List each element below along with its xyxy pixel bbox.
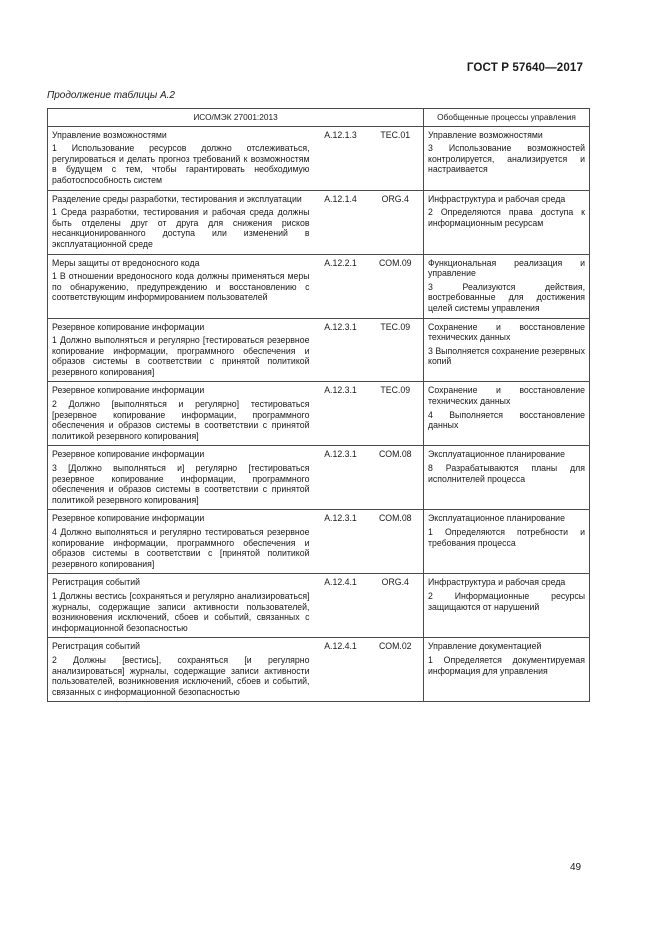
process-text: 3 Выполняется сохранение резервных копий	[428, 345, 586, 367]
requirement-text: 1 Среда разработки, тестирования и рабочая среда должны быть отделены друг от друга для снижения рисков несанкционированного доступа или изменений в эксплуатационной среде	[52, 207, 310, 249]
requirement-cell	[48, 190, 314, 254]
document-code: ГОСТ Р 57640—2017	[466, 61, 583, 74]
process-title: Эксплуатационное планирование	[428, 449, 565, 460]
requirement-text: 1 Использование ресурсов должно отслеживаться, регулироваться и делать прогноз требований к возможностям в будущем с тем, чтобы гарантировать необходимую работоспособность систем	[52, 143, 310, 185]
requirement-cell	[48, 382, 314, 446]
control-reference: A.12.3.1	[314, 446, 368, 510]
table-body	[48, 126, 590, 702]
process-cell	[424, 574, 590, 638]
header-processes: Обобщенные процессы управления	[424, 109, 590, 127]
process-text: 3 Реализуются действия, востребованные для достижения целей системы управления	[428, 281, 586, 313]
process-text: 4 Выполняется восстановление данных	[428, 409, 586, 431]
mapping-table	[47, 108, 590, 702]
process-code: COM.02	[368, 638, 424, 702]
table-row	[48, 574, 590, 638]
process-title: Инфраструктура и рабочая среда	[428, 577, 566, 588]
page-number: 49	[570, 862, 582, 873]
process-code: ORG.4	[368, 574, 424, 638]
requirement-text: 2 Должно [выполняться и регулярно] тестироваться [резервное копирование информации, программного обеспечения и образов системы в соответствии с принятой политикой резервного копирования]	[52, 399, 310, 441]
table-row	[48, 318, 590, 382]
process-code: ORG.4	[368, 190, 424, 254]
process-text: 8 Разрабатываются планы для исполнителей процесса	[428, 463, 586, 484]
requirement-cell	[48, 638, 314, 702]
table-continuation-caption: Продолжение таблицы А.2	[47, 90, 175, 101]
table-row	[48, 510, 590, 574]
process-title: Управление документацией	[428, 641, 542, 652]
requirement-text: 1 Должны вестись [сохраняться и регулярно анализироваться] журналы, содержащие записи активности пользователей, возникновения исключений, сбоев и событий, связанных с информационной безопасностью	[52, 590, 310, 633]
process-title: Сохранение и восстановление технических данных	[428, 321, 586, 343]
control-reference: A.12.1.4	[314, 190, 368, 254]
requirement-title: Резервное копирование информации	[52, 385, 205, 396]
requirement-cell	[48, 574, 314, 638]
process-text: 1 Определяются потребности и требования процесса	[428, 527, 586, 548]
process-title: Функциональная реализация и управление	[428, 257, 586, 279]
table-header-row	[48, 109, 590, 127]
control-reference: A.12.2.1	[314, 254, 368, 318]
table-row	[48, 254, 590, 318]
table-row	[48, 638, 590, 702]
control-reference: A.12.4.1	[314, 638, 368, 702]
process-text: 1 Определяется документируемая информация для управления	[428, 654, 586, 676]
requirement-cell	[48, 254, 314, 318]
control-reference: A.12.3.1	[314, 382, 368, 446]
requirement-title: Резервное копирование информации	[52, 513, 205, 524]
control-reference: A.12.4.1	[314, 574, 368, 638]
requirement-title: Управление возможностями	[52, 129, 167, 140]
process-code: COM.08	[368, 510, 424, 574]
process-cell	[424, 190, 590, 254]
process-title: Инфраструктура и рабочая среда	[428, 193, 566, 204]
process-title: Сохранение и восстановление технических данных	[428, 385, 586, 407]
table-row	[48, 382, 590, 446]
process-code: TEC.01	[368, 126, 424, 190]
process-code: TEC.09	[368, 318, 424, 382]
process-title: Эксплуатационное планирование	[428, 513, 565, 524]
process-cell	[424, 510, 590, 574]
requirement-cell	[48, 510, 314, 574]
process-code: COM.08	[368, 446, 424, 510]
process-code: COM.09	[368, 254, 424, 318]
process-cell	[424, 638, 590, 702]
process-cell	[424, 126, 590, 190]
requirement-text: 1 В отношении вредоносного кода должны применяться меры по обнаружению, предупреждению и восстановлению с соответствующим информированием пользователей	[52, 271, 310, 303]
requirement-text: 3 [Должно выполняться и] регулярно [тестироваться резервное копирование информации, программного обеспечения и образов системы в соответствии с принятой политикой резервного копирования]	[52, 463, 310, 505]
requirement-cell	[48, 126, 314, 190]
process-cell	[424, 382, 590, 446]
requirement-title: Регистрация событий	[52, 641, 141, 652]
header-iso-iec: ИСО/МЭК 27001:2013	[48, 109, 424, 127]
requirement-title: Регистрация событий	[52, 577, 141, 588]
requirement-title: Разделение среды разработки, тестирования и эксплуатации	[52, 193, 302, 204]
process-cell	[424, 446, 590, 510]
requirement-text: 1 Должно выполняться и регулярно [тестироваться резервное копирование информации, программного обеспечения и образов системы в соответствии с принятой политикой резервного копирования]	[52, 335, 310, 377]
table-row	[48, 126, 590, 190]
requirement-cell	[48, 318, 314, 382]
process-cell	[424, 318, 590, 382]
requirement-title: Меры защиты от вредоносного кода	[52, 257, 200, 268]
process-text: 3 Использование возможностей контролируется, анализируется и настраивается	[428, 143, 586, 175]
process-code: TEC.09	[368, 382, 424, 446]
table-row	[48, 446, 590, 510]
requirement-text: 2 Должны [вестись], сохраняться [и регулярно анализироваться] журналы, содержащие записи активности пользователей, возникновения исключений, сбоев и событий, связанных с информационной безопасностью	[52, 654, 310, 697]
requirement-title: Резервное копирование информации	[52, 321, 205, 332]
table-row	[48, 190, 590, 254]
control-reference: A.12.3.1	[314, 318, 368, 382]
process-title: Управление возможностями	[428, 129, 543, 140]
process-cell	[424, 254, 590, 318]
requirement-cell	[48, 446, 314, 510]
control-reference: A.12.3.1	[314, 510, 368, 574]
process-text: 2 Определяются права доступа к информационным ресурсам	[428, 207, 586, 228]
control-reference: A.12.1.3	[314, 126, 368, 190]
requirement-text: 4 Должно выполняться и регулярно тестироваться резервное копирование информации, программного обеспечения и образов системы в соответствии с [принятой политикой резервного копирования]	[52, 527, 310, 569]
process-text: 2 Информационные ресурсы защищаются от нарушений	[428, 590, 586, 612]
requirement-title: Резервное копирование информации	[52, 449, 205, 460]
